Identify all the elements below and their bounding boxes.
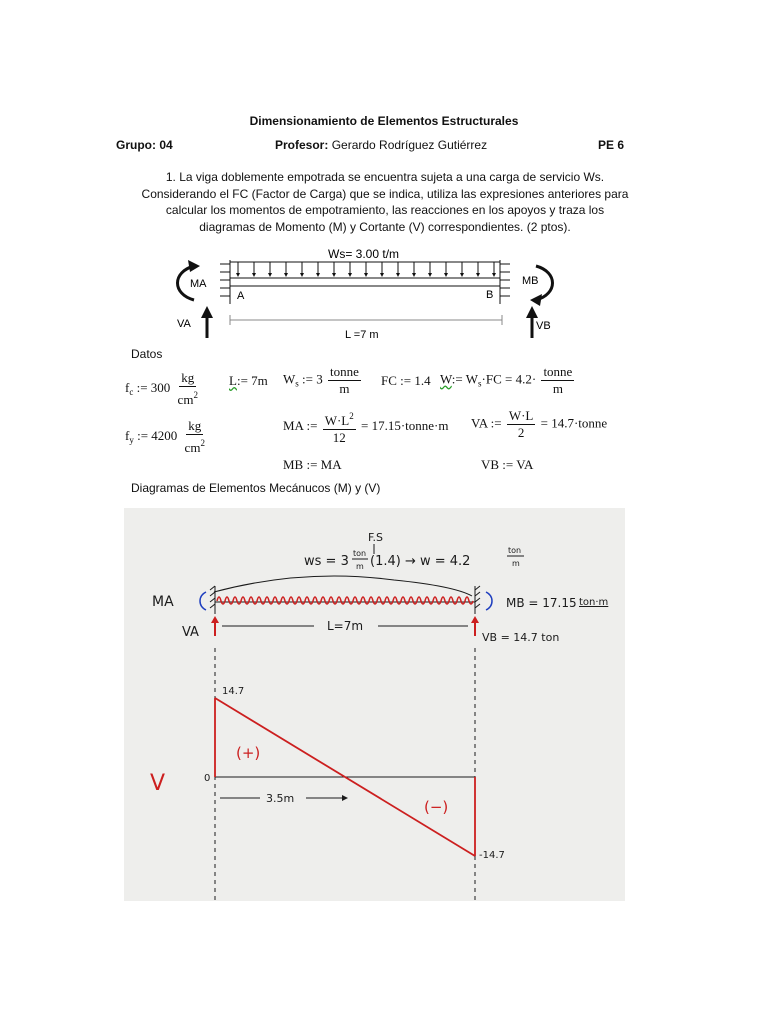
w-m: m [512,559,520,568]
load-arrowhead [284,273,288,277]
ws-unit-num: tonne [330,364,359,379]
ma-symbol: MA := [283,417,318,433]
problem-line: diagramas de Momento (M) y Cortante (V) correspondientes. (2 ptos). [199,219,571,234]
load-arrowhead [236,273,240,277]
left-fixed-support [220,260,230,304]
load-arrowhead [428,273,432,277]
fc-unit-den-text: cm [177,392,194,407]
fy-unit-den [183,435,207,456]
load-arrowhead [300,273,304,277]
w-value: ·FC = 4.2· [481,371,537,387]
ma-num-text: W·L [324,413,350,428]
w-expression [440,364,576,397]
ma-den: 12 [332,430,346,445]
node-b-label: B [486,289,494,301]
fy-unit-num: kg [188,418,202,433]
length-label: L =7 m [345,329,379,341]
shear-diagram-sketch [124,508,625,901]
load-arrowhead [316,273,320,277]
fy-unit-exp: 2 [200,438,205,448]
group-field [116,138,173,152]
load-arrowhead [380,273,384,277]
load-arrowhead [396,273,400,277]
fc-symbol: f [125,379,130,395]
load-arrowhead [476,273,480,277]
practice-code: PE 6 [598,138,625,152]
load-brace [214,576,472,596]
reaction-a-label: VA [177,318,191,330]
va-den: 2 [517,425,525,440]
sketch-length: L=7m [327,619,364,633]
ws-fc-handwritten: (1.4) → w = 4.2 [370,554,471,569]
distributed-load-loops [217,597,473,604]
mb-handwritten: MB = 17.15 [506,596,577,610]
va-expression [471,408,607,441]
distributed-load-arrows [236,262,496,277]
fc-value: := 300 [136,379,171,395]
ws-unit-den: m [339,381,350,396]
group-value: 04 [159,138,173,152]
fc-unit [176,370,200,408]
v-diagram-label: V [150,771,166,796]
w-ton: ton [508,546,522,555]
professor-field [275,138,487,152]
moment-b-arrowhead [530,294,542,306]
va-fraction [507,408,536,441]
length-expression [229,373,268,389]
moment-b-label: MB [522,275,539,287]
v-zero-value: 0 [204,773,211,784]
ma-moment-arrow [200,592,206,610]
load-arrowhead [364,273,368,277]
fy-unit [183,418,207,456]
right-fixed-support [500,260,510,304]
va-num: W·L [508,408,534,423]
problem-line: Considerando el FC (Factor de Carga) que se indica, utiliza las expresiones anteriores para [141,186,629,201]
fc-expression [125,370,202,408]
reaction-b-label: VB [536,320,551,332]
ma-fraction [323,408,356,446]
professor-label: Profesor: [275,138,329,152]
ws-expression [283,364,363,397]
load-arrowhead [252,273,256,277]
load-arrowhead [268,273,272,277]
fy-value: := 4200 [137,427,178,443]
reaction-a-arrowhead [201,306,213,318]
load-arrowhead [412,273,416,277]
diagram-heading: Diagramas de Elementos Mecánucos (M) y (V) [131,481,381,495]
va-symbol: VA := [471,415,502,431]
problem-statement [110,169,660,235]
load-arrowhead [460,273,464,277]
ws-unit [328,364,361,397]
fc-unit-exp: 2 [193,390,198,400]
problem-line: calcular los momentos de empotramiento, las reacciones en los apoyos y traza los [165,203,605,217]
fy-expression [125,418,209,456]
problem-line: 1. La viga doblemente empotrada se encuentra sujeta a una carga de servicio Ws. [165,170,605,184]
fc-factor-expression: FC := 1.4 [381,373,431,388]
v-bottom-value: -14.7 [479,850,505,861]
positive-region-label: (+) [236,744,261,762]
group-label: Grupo: [116,138,156,152]
fc-subscript: c [129,386,134,397]
w-unit-num: tonne [543,364,573,379]
half-span-label: 3.5m [266,792,295,805]
moment-a-arrowhead [188,260,200,272]
w-unit-den: m [552,381,563,396]
load-label: Ws= 3.00 t/m [328,247,400,261]
node-a-label: A [237,290,245,302]
fy-unit-den-text: cm [184,440,201,455]
ws-ton: ton [353,549,367,558]
mb-moment-arrow [486,592,492,610]
mb-unit: ton·m [579,597,609,608]
moment-a-label: MA [190,278,207,290]
professor-value: Gerardo Rodríguez Gutiérrez [331,138,488,152]
ma-result: = 17.15·tonne·m [360,417,449,433]
right-wall-hatch [475,586,480,614]
beam-schematic [150,242,610,342]
ma-handwritten: MA [152,594,174,610]
load-arrowhead [444,273,448,277]
load-arrowhead [492,273,496,277]
fs-label: F.S [368,531,384,544]
load-arrowhead [348,273,352,277]
length-symbol: L [229,373,237,388]
w-def: := W [451,371,479,387]
w-subscript: s [478,378,482,389]
vb-handwritten: VB = 14.7 ton [482,631,560,644]
datos-heading: Datos [131,347,163,361]
reaction-b-arrowhead [526,306,538,318]
fc-unit-num: kg [181,370,195,385]
length-value: := 7m [236,373,268,388]
ws-value: := 3 [302,371,323,387]
ws-symbol: W [283,371,296,387]
fc-unit-den [176,387,200,408]
fy-symbol: f [125,427,130,443]
ma-num-exp: 2 [349,411,354,421]
document-title: Dimensionamiento de Elementos Estructurales [249,114,519,128]
beam [230,278,500,286]
ws-m: m [356,562,364,571]
va-result: = 14.7·tonne [540,415,608,431]
negative-region-label: (−) [424,798,449,816]
ma-expression [283,408,448,446]
w-unit [541,364,574,397]
w-symbol: W [440,371,452,387]
ws-handwritten: ws = 3 [304,554,349,569]
load-arrowhead [332,273,336,277]
v-top-value: 14.7 [222,686,245,697]
ma-num [323,408,356,430]
mb-expression: MB := MA [283,457,342,472]
va-handwritten: VA [182,625,199,640]
left-wall-hatch [210,586,215,614]
hand-drawn-diagram-photo [124,508,625,901]
vb-expression: VB := VA [481,457,534,472]
ws-subscript: s [295,378,299,389]
fy-subscript: y [129,434,134,445]
